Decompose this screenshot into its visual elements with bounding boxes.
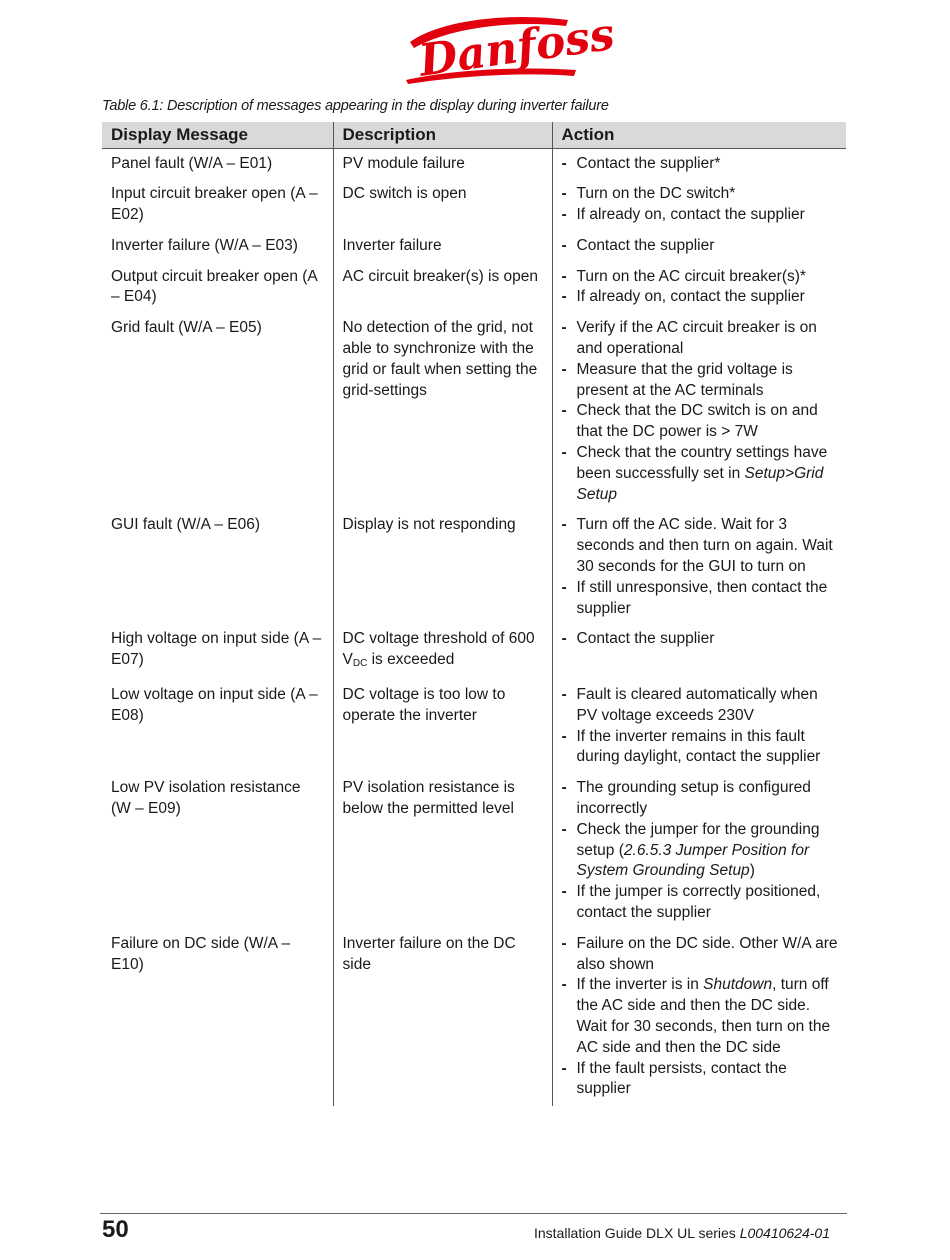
description xyxy=(333,624,552,680)
actions xyxy=(552,262,846,314)
actions xyxy=(552,510,846,624)
description: No detection of the grid, not able to synchronize with the grid or fault when setting the grid-settings xyxy=(333,313,552,510)
description: Inverter failure xyxy=(333,231,552,262)
action-item: - Contact the supplier xyxy=(562,236,839,257)
actions xyxy=(552,231,846,262)
action-item: - Measure that the grid voltage is present at the AC terminals xyxy=(562,360,839,402)
action-item: - If the jumper is correctly positioned, contact the supplier xyxy=(562,882,839,924)
action-item: - Fault is cleared automatically when PV voltage exceeds 230V xyxy=(562,685,839,727)
table-row xyxy=(102,231,846,262)
display-message: High voltage on input side (A – E07) xyxy=(111,630,322,669)
action-item: - Verify if the AC circuit breaker is on and operational xyxy=(562,318,839,360)
subscript: DC xyxy=(352,658,368,670)
description-text: is exceeded xyxy=(367,651,455,669)
svg-text:Danfoss: Danfoss xyxy=(415,8,618,87)
action-item: - Turn off the AC side. Wait for 3 seconds and then turn on again. Wait 30 seconds for the GUI to turn on xyxy=(562,515,839,577)
display-message: Input circuit breaker open (A – E02) xyxy=(111,185,318,224)
menu-path: Setup>Grid Setup xyxy=(576,464,824,503)
footer-divider xyxy=(100,1213,847,1214)
description: Display is not responding xyxy=(333,510,552,624)
action-item: - Failure on the DC side. Other W/A are also shown xyxy=(562,934,839,976)
actions xyxy=(552,148,846,179)
description: AC circuit breaker(s) is open xyxy=(333,262,552,314)
table-header-row xyxy=(102,122,846,148)
display-message: Grid fault (W/A – E05) xyxy=(111,319,262,337)
action-item xyxy=(562,820,839,882)
description: PV module failure xyxy=(333,148,552,179)
actions xyxy=(552,313,846,510)
display-message: Failure on DC side (W/A – E10) xyxy=(111,934,291,973)
description-text: DC voltage threshold of 600 V xyxy=(342,630,535,669)
action-item: - Turn on the AC circuit breaker(s)* xyxy=(562,267,839,288)
display-message: GUI fault (W/A – E06) xyxy=(111,516,261,534)
table-row xyxy=(102,624,846,680)
action-item: - If already on, contact the supplier xyxy=(562,205,839,226)
danfoss-logo xyxy=(400,6,618,87)
display-message: Inverter failure (W/A – E03) xyxy=(111,236,298,254)
table-row xyxy=(102,773,846,929)
table-caption: Table 6.1: Description of messages appearing in the display during inverter failure xyxy=(102,98,609,114)
action-item: - If still unresponsive, then contact the supplier xyxy=(562,578,839,620)
action-item xyxy=(562,443,839,505)
action-item: - Turn on the DC switch* xyxy=(562,184,839,205)
doc-title: Installation Guide DLX UL series xyxy=(533,1225,740,1241)
table-row xyxy=(102,148,846,179)
mode-name: Shutdown xyxy=(703,976,773,994)
action-item: - If already on, contact the supplier xyxy=(562,287,839,308)
table-row xyxy=(102,179,846,231)
table-row xyxy=(102,313,846,510)
actions xyxy=(552,179,846,231)
action-item: - If the inverter remains in this fault during daylight, contact the supplier xyxy=(562,727,839,769)
actions xyxy=(552,773,846,929)
actions xyxy=(552,624,846,680)
display-message: Low voltage on input side (A – E08) xyxy=(111,686,318,724)
failure-messages-table xyxy=(102,122,846,1106)
actions xyxy=(552,680,846,773)
action-text: ) xyxy=(749,862,755,880)
table-row xyxy=(102,262,846,314)
description: DC switch is open xyxy=(333,179,552,231)
actions xyxy=(552,929,846,1106)
display-message: Output circuit breaker open (A – E04) xyxy=(111,267,317,306)
doc-code: L00410624-01 xyxy=(739,1225,830,1241)
table-row xyxy=(102,929,846,1106)
action-item xyxy=(562,975,839,1058)
footer-doc-title xyxy=(534,1225,830,1241)
action-item: - Contact the supplier xyxy=(562,629,839,650)
page-number: 50 xyxy=(102,1216,129,1243)
action-item: - Contact the supplier* xyxy=(562,154,839,175)
section-reference: 2.6.5.3 Jumper Position for System Grounding Setup xyxy=(576,841,810,880)
display-message: Low PV isolation resistance (W – E09) xyxy=(111,779,301,818)
display-message: Panel fault (W/A – E01) xyxy=(111,154,273,172)
action-item: - If the fault persists, contact the supplier xyxy=(562,1059,839,1101)
action-text: , turn off the AC side and then the DC side. Wait for 30 seconds, then turn on the AC side and then the DC side xyxy=(576,976,831,1056)
table-row xyxy=(102,510,846,624)
header-action: Action xyxy=(552,122,846,148)
action-item: - Check that the DC switch is on and that the DC power is > 7W xyxy=(562,401,839,443)
action-text: Check the jumper for the grounding setup ( xyxy=(576,820,820,859)
description: PV isolation resistance is below the permitted level xyxy=(333,773,552,929)
table-row xyxy=(102,680,846,773)
action-item: - The grounding setup is configured incorrectly xyxy=(562,778,839,820)
action-text: If the inverter is in xyxy=(576,976,704,994)
description: DC voltage is too low to operate the inverter xyxy=(333,680,552,773)
description: Inverter failure on the DC side xyxy=(333,929,552,1106)
action-text: Check that the country settings have been successfully set in xyxy=(576,444,828,482)
header-description: Description xyxy=(333,122,552,148)
header-display-message: Display Message xyxy=(102,122,333,148)
